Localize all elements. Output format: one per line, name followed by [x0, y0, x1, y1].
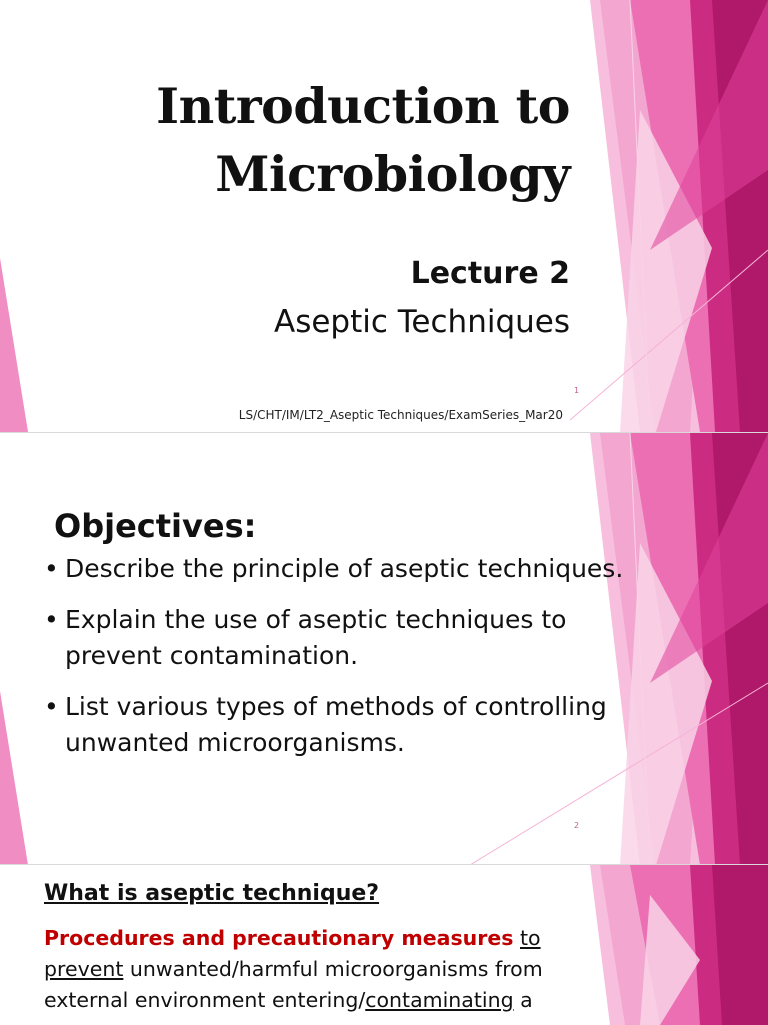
slide-2 [0, 432, 768, 865]
title-line-1: Introduction to [156, 77, 570, 135]
objectives-heading: Objectives: [54, 507, 257, 545]
aseptic-technique-heading: What is aseptic technique? [44, 881, 380, 906]
lecture-number: Lecture 2 [410, 256, 570, 291]
definition-underlined-prevent: prevent [44, 957, 124, 981]
definition-underlined-to: to [520, 926, 541, 950]
title-line-2: Microbiology [215, 145, 570, 203]
aseptic-technique-definition [44, 923, 614, 1016]
slide-1-decoration [0, 0, 768, 432]
objective-item: • Explain the use of aseptic techniques to prevent contamination. [44, 602, 624, 674]
definition-text-end: a [520, 988, 533, 1012]
slide-3 [0, 864, 768, 1025]
footer-code: LS/CHT/IM/LT2_Aseptic Techniques/ExamSeries_Mar20 [238, 408, 563, 422]
definition-text: unwanted/harmful microorganisms from external environment entering/ [44, 957, 543, 1012]
slide-1-page-number: 1 [574, 386, 580, 395]
presentation-title [156, 72, 570, 208]
lecture-topic: Aseptic Techniques [273, 304, 570, 340]
slide-2-page-number: 2 [574, 821, 580, 830]
objectives-list [44, 551, 624, 776]
slide-1 [0, 0, 768, 432]
objective-item: • Describe the principle of aseptic techniques. [44, 551, 624, 587]
objective-item: • List various types of methods of controlling unwanted microorganisms. [44, 689, 624, 761]
definition-underlined-contaminating: contaminating [365, 988, 514, 1012]
definition-highlight: Procedures and precautionary measures [44, 926, 514, 950]
